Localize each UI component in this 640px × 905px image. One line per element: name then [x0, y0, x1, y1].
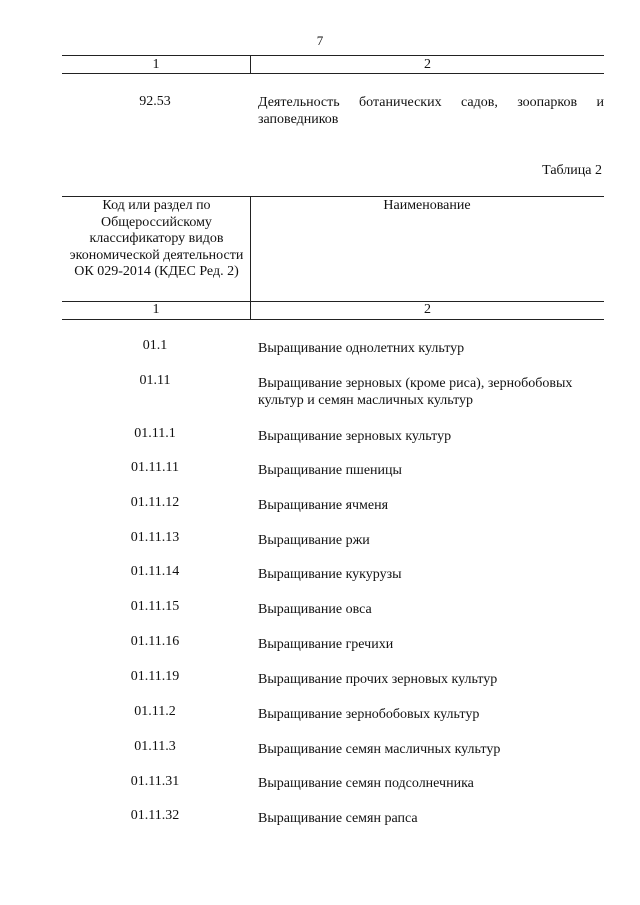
table2-row-code: 01.11.19: [130, 669, 180, 684]
table2-row-code: 01.11.31: [130, 774, 180, 789]
table2-row-name: Выращивание ржи: [258, 533, 370, 548]
table2-row-code: 01.11.12: [130, 495, 180, 510]
table2-col2-number: 2: [424, 302, 431, 317]
table2-row-code: 01.1: [142, 338, 168, 353]
table1-row-name: Деятельность ботанических садов, зоопарков и заповедников: [258, 95, 604, 127]
table2-header-code: Код или раздел по Общероссийскому классификатору видов экономической деятельности ОК 029-2014 (КДЕС Ред. 2): [69, 198, 244, 279]
table2-row-code: 01.11.1: [134, 426, 176, 441]
table2-row-name: Выращивание однолетних культур: [258, 341, 465, 356]
table2-row-name: Выращивание овса: [258, 602, 372, 617]
table2-caption: Таблица 2: [542, 163, 602, 178]
table2-row-code: 01.11.3: [134, 739, 176, 754]
page-number: 7: [316, 33, 324, 48]
table2-row-name: Выращивание семян подсолнечника: [258, 776, 474, 791]
table1-col1-number: 1: [152, 57, 160, 72]
table2-col1-number: 1: [152, 302, 160, 317]
table2-row-code: 01.11.11: [131, 460, 179, 475]
table2-row-code: 01.11.15: [130, 599, 180, 614]
table2-row-name: Выращивание зерновых (кроме риса), зернобобовых культур и семян масличных культур: [258, 376, 573, 408]
table2-row-name: Выращивание прочих зерновых культур: [258, 672, 498, 687]
table2-row-code: 01.11.13: [130, 530, 180, 545]
table2-row-code: 01.11.14: [130, 564, 180, 579]
table2-header-name: Наименование: [383, 198, 471, 213]
table2-row-name: Выращивание зерновых культур: [258, 429, 452, 444]
table1-header-bottom-rule: [62, 73, 604, 74]
table1-top-rule: [62, 55, 604, 56]
table2-row-name: Выращивание ячменя: [258, 498, 389, 513]
table2-top-rule: [62, 196, 604, 197]
table2-row-name: Выращивание семян масличных культур: [258, 742, 501, 757]
table2-row-code: 01.11.2: [134, 704, 176, 719]
table2-row-name: Выращивание пшеницы: [258, 463, 402, 478]
table2-row-name: Выращивание гречихи: [258, 637, 394, 652]
table2-row-name: Выращивание зернобобовых культур: [258, 707, 480, 722]
table1-col2-number: 2: [424, 57, 431, 72]
table2-row-code: 01.11: [139, 373, 171, 388]
table2-row-code: 01.11.32: [130, 808, 180, 823]
table2-row-name: Выращивание кукурузы: [258, 567, 402, 582]
table2-row-name: Выращивание семян рапса: [258, 811, 418, 826]
table2-numbers-rule: [62, 319, 604, 320]
table1-row-code: 92.53: [139, 94, 171, 109]
table2-row-code: 01.11.16: [130, 634, 180, 649]
